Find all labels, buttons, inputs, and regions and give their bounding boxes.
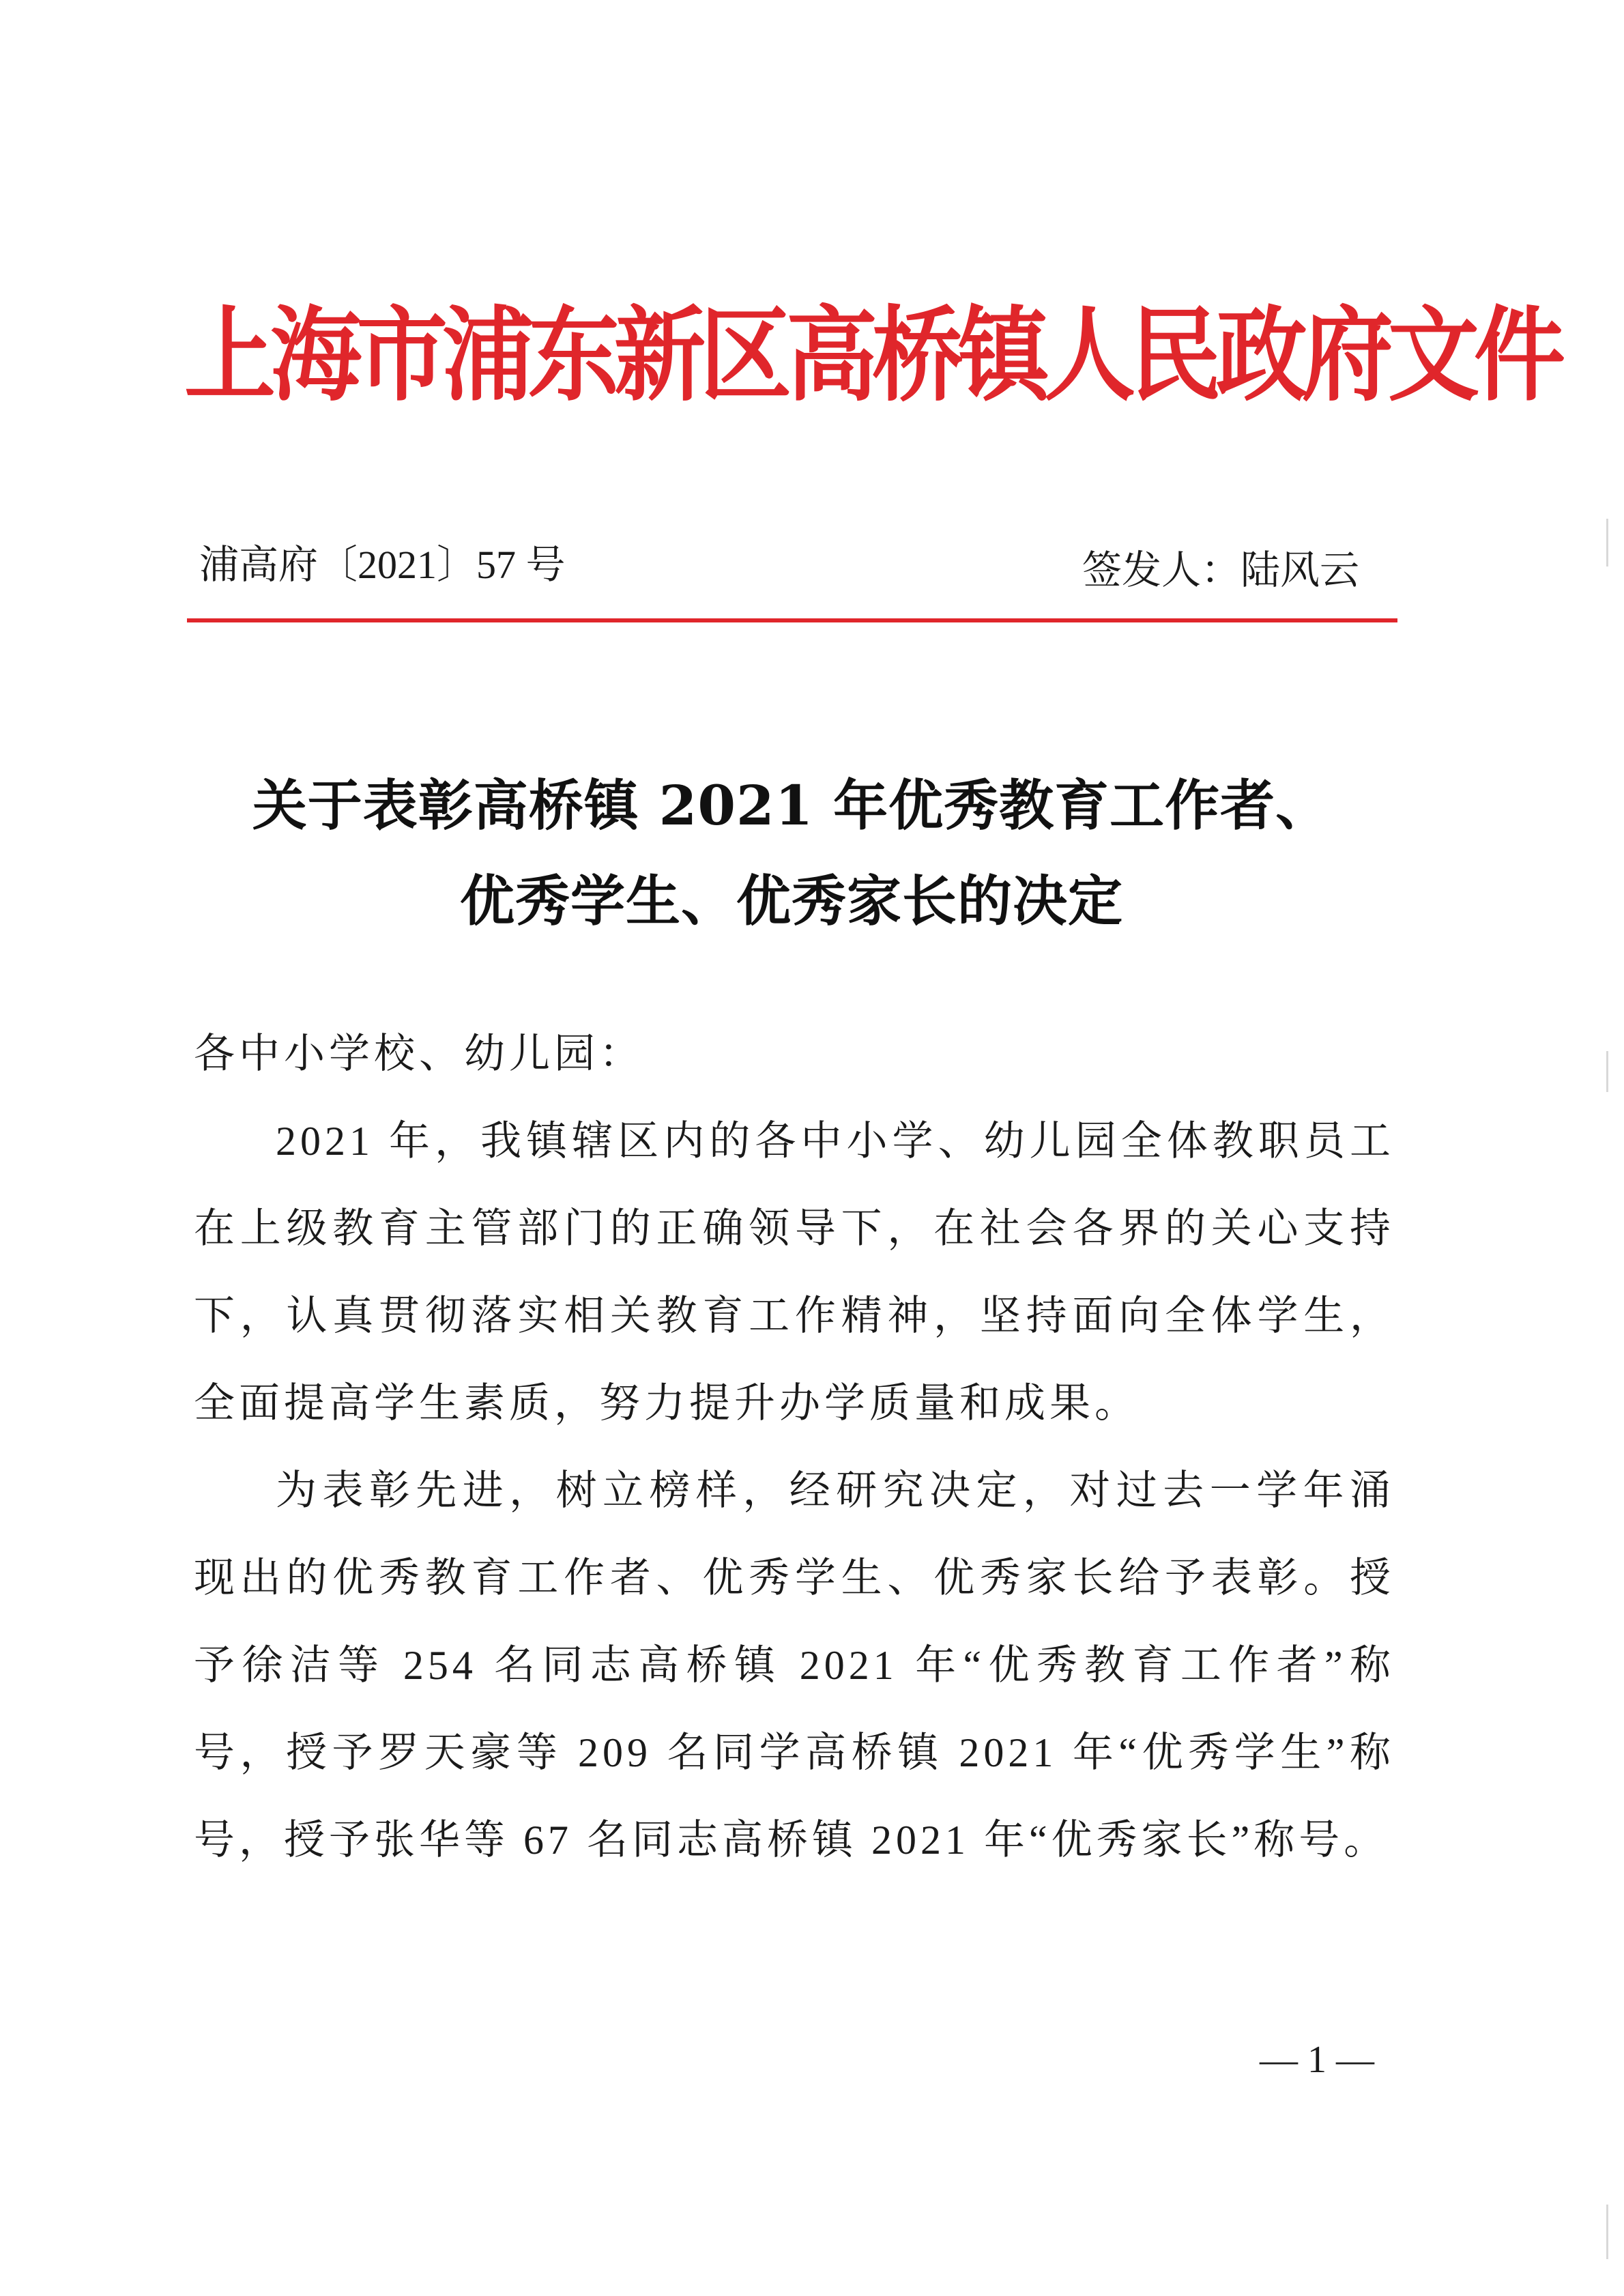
- scan-edge-mark: [1606, 519, 1608, 566]
- scan-edge-mark: [1606, 1051, 1608, 1092]
- body-paragraph-1: 2021 年，我镇辖区内的各中小学、幼儿园全体教职员工在上级教育主管部门的正确领导下，在社会各界的关心支持下，认真贯彻落实相关教育工作精神，坚持面向全体学生，全面提高学生素质，努力提升办学质量和成果。: [194, 1119, 1395, 1426]
- scan-edge-mark: [1606, 2205, 1608, 2259]
- title-line-1: 关于表彰高桥镇 2021 年优秀教育工作者、: [252, 773, 1331, 837]
- document-body: [194, 1010, 1395, 1884]
- document-meta-row: [199, 538, 1359, 592]
- salutation: 各中小学校、幼儿园：: [194, 1031, 644, 1076]
- body-paragraph-2: 为表彰先进，树立榜样，经研究决定，对过去一学年涌现出的优秀教育工作者、优秀学生、优秀家长给予表彰。授予徐洁等 254 名同志高桥镇 2021 年“优秀教育工作者”称号，授予罗天豪等 209 名同学高桥镇 2021 年“优秀学生”称号，授予张华等 67 名同志高桥镇 2021 年“优秀家长”称号。: [194, 1468, 1395, 1863]
- page-number: — 1 —: [1260, 2039, 1374, 2081]
- document-header: 上海市浦东新区高桥镇人民政府文件: [184, 294, 1561, 416]
- document-title: [171, 758, 1412, 949]
- document-number: 浦高府〔2021〕57 号: [199, 543, 566, 587]
- red-divider-line: [187, 618, 1397, 622]
- title-line-2: 优秀学生、优秀家长的决定: [460, 869, 1123, 933]
- document-signer: 签发人：陆风云: [1082, 548, 1359, 592]
